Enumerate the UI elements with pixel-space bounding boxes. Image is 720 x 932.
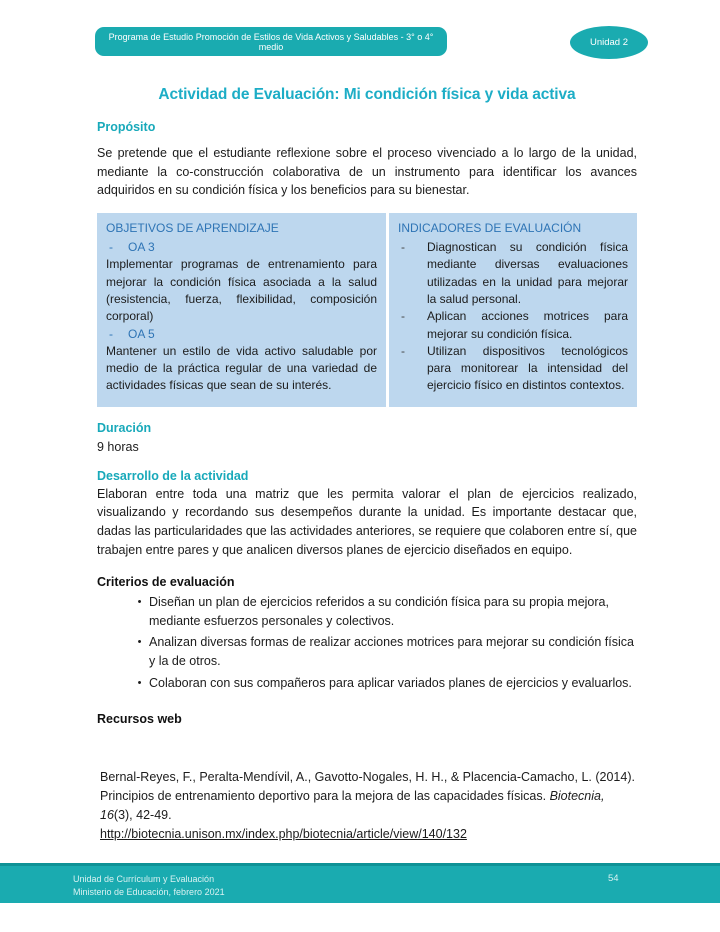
oa-code-row: [106, 239, 377, 256]
oa-code: OA 5: [128, 326, 155, 341]
page-content: [97, 80, 637, 844]
criterio-text: Analizan diversas formas de realizar acciones motrices para mejorar su condición física y la de otros.: [149, 635, 634, 668]
criterios-list: [97, 593, 637, 692]
desarrollo-heading: Desarrollo de la actividad: [97, 468, 249, 483]
indicator-text: Aplican acciones motrices para mejorar su condición física.: [427, 309, 628, 341]
criterio-item: [97, 593, 637, 630]
bullet-icon: •: [137, 636, 142, 649]
criterio-item: [97, 674, 637, 693]
bullet-icon: •: [137, 676, 142, 689]
oa-code-row: [106, 326, 377, 343]
unit-badge-label: Unidad 2: [589, 37, 629, 48]
page-number: 54: [608, 873, 619, 884]
citation-text: (3), 42-49.: [113, 808, 172, 823]
dash-bullet: -: [401, 343, 405, 358]
duracion-value: 9 horas: [97, 439, 139, 454]
oa-description: Mantener un estilo de vida activo saludable por medio de la práctica regular de una variedad de actividades físicas que sean de su interés.: [106, 343, 377, 393]
proposito-heading: Propósito: [97, 120, 156, 134]
program-header-label: Programa de Estudio Promoción de Estilos de Vida Activos y Saludables - 3° o 4° medio: [108, 31, 434, 52]
criterio-text: Diseñan un plan de ejercicios referidos a su condición física para su propia mejora, mediante esfuerzos personales y colectivos.: [149, 595, 609, 628]
footer-line2: Ministerio de Educación, febrero 2021: [73, 887, 225, 897]
recursos-heading: Recursos web: [97, 712, 182, 727]
indicator-item: [398, 308, 628, 343]
duracion-heading: Duración: [97, 420, 152, 435]
program-header-pill: [95, 27, 447, 56]
indicator-text: Diagnostican su condición física mediante diversas evaluaciones utilizadas en la unidad para mejorar la salud personal.: [427, 240, 628, 306]
objectives-header: OBJETIVOS DE APRENDIZAJE: [106, 220, 279, 235]
citation-link[interactable]: http://biotecnia.unison.mx/index.php/biotecnia/article/view/140/132: [100, 827, 467, 842]
dash-bullet: -: [401, 309, 405, 324]
dash-bullet: -: [109, 326, 113, 341]
indicators-header: INDICADORES DE EVALUACIÓN: [398, 220, 582, 235]
indicator-text: Utilizan dispositivos tecnológicos para monitorear la intensidad del ejercicio físico en distintos contextos.: [427, 343, 628, 393]
citation-text: Bernal-Reyes, F., Peralta-Mendívil, A., Gavotto-Nogales, H. H., & Placencia-Camacho, L. (2014). Principios de entrenamiento deportivo para la mejora de las capacidades físicas.: [100, 770, 635, 804]
objectives-cell: [97, 213, 386, 407]
page-title: Actividad de Evaluación: Mi condición física y vida activa: [158, 86, 576, 103]
citation-block: [97, 768, 637, 844]
proposito-paragraph: Se pretende que el estudiante reflexione sobre el proceso vivenciado a lo largo de la unidad, mediante la co-construcción colaborativa de un instrumento para identificar los avances adquiridos en su condición física y los beneficios para su bienestar.: [97, 146, 637, 198]
criterio-item: [97, 633, 637, 670]
criterio-text: Colaboran con sus compañeros para aplicar variados planes de ejercicios y evaluarlos.: [149, 675, 632, 690]
criterios-heading: Criterios de evaluación: [97, 575, 235, 590]
dash-bullet: -: [109, 240, 113, 255]
indicator-item: [398, 239, 628, 308]
citation-journal: Biotecnia, 16: [100, 789, 605, 823]
oa-code: OA 3: [128, 240, 155, 255]
footer-credits: [73, 873, 225, 899]
footer-line1: Unidad de Currículum y Evaluación: [73, 874, 215, 884]
bullet-icon: •: [137, 596, 142, 609]
desarrollo-paragraph: Elaboran entre toda una matriz que les permita valorar el plan de ejercicios realizado, visualizando y recordando sus desempeños durante la unidad. Es importante destacar que, dadas las particularidades que las actividades anteriores, se requiere que colaboren entre sí, que trabajen entre pares y que analicen diversos planes de ejercicio diseñados en equipo.: [97, 486, 637, 557]
dash-bullet: -: [401, 240, 405, 255]
footer-bar: [0, 863, 720, 903]
objectives-indicators-table: [97, 213, 637, 407]
oa-description: Implementar programas de entrenamiento para mejorar la condición física asociada a la salud (resistencia, fuerza, flexibilidad, composición corporal): [106, 257, 377, 324]
unit-badge: [570, 26, 648, 59]
indicators-cell: [389, 213, 637, 407]
indicator-item: [398, 343, 628, 395]
